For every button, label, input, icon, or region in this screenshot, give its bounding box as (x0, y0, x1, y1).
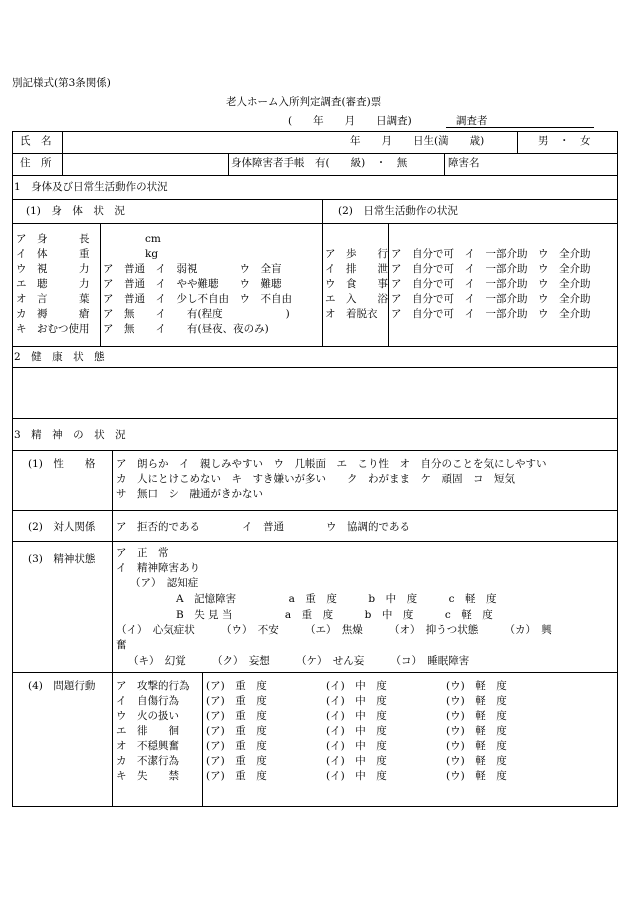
section3-title: 3 精 神 の 状 況 (14, 429, 126, 441)
adl-row-label: イ 排 泄 (325, 263, 388, 275)
body-row-label: エ 聴 力 (16, 278, 90, 290)
disability-name-label: 障害名 (448, 157, 480, 169)
behavior-mild: (ウ) 軽 度 (446, 755, 507, 767)
survey-date: ( 年 月 日調査) (288, 115, 412, 127)
handbook-divider (228, 153, 229, 175)
behavior-item-divider (202, 672, 203, 807)
behavior-moderate: (イ) 中 度 (326, 755, 387, 767)
body-row-value: ア 普通 イ 少し不自由 ウ 不自由 (103, 293, 292, 305)
body-row-label: ア 身 長 (16, 233, 90, 245)
body-row-value: cm (103, 233, 161, 245)
row-divider (12, 223, 618, 224)
personality-options: カ 人にとけこめない キ すき嫌いが多い ク わがまま ケ 頑固 コ 短気 (116, 473, 515, 485)
adl-label-divider (388, 223, 389, 347)
behavior-mild: (ウ) 軽 度 (446, 725, 507, 737)
section1-column-divider (322, 199, 323, 347)
form-reference: 別記様式(第3条関係) (12, 77, 111, 89)
behavior-item: カ 不潔行為 (116, 755, 179, 767)
adl-row-label: オ 着脱衣 (325, 308, 378, 320)
behavior-mild: (ウ) 軽 度 (446, 680, 507, 692)
body-row-label: オ 言 葉 (16, 293, 90, 305)
personality-label: (1) 性 格 (28, 458, 96, 470)
behavior-severe: (ア) 重 度 (206, 680, 267, 692)
section3-label-divider (112, 450, 113, 807)
adl-heading: (2) 日常生活動作の状況 (338, 205, 458, 217)
personality-options: ア 朗らか イ 親しみやすい ウ 几帳面 エ こり性 オ 自分のことを気にしやすい (116, 458, 547, 470)
behavior-moderate: (イ) 中 度 (326, 695, 387, 707)
behavior-mild: (ウ) 軽 度 (446, 710, 507, 722)
mental-state-option: （ア） 認知症 (130, 577, 199, 589)
table-bottom-border (12, 806, 618, 807)
row-divider (12, 153, 618, 154)
adl-row-label: ウ 食 事 (325, 278, 388, 290)
table-top-border (12, 131, 618, 132)
name-label: 氏 名 (20, 135, 52, 147)
table-left-border (12, 131, 13, 807)
mental-state-option: B 失 見 当 a 重 度 b 中 度 c 軽 度 (176, 609, 493, 621)
table-right-border (617, 131, 618, 807)
body-row-value: kg (103, 248, 159, 260)
row-divider (12, 510, 618, 511)
section1-title: 1 身体及び日常生活動作の状況 (14, 181, 168, 193)
behavior-mild: (ウ) 軽 度 (446, 740, 507, 752)
disability-name-divider (444, 153, 445, 175)
row-divider (12, 541, 618, 542)
investigator-label: 調査者 (456, 115, 488, 127)
body-row-label: ウ 視 力 (16, 263, 90, 275)
relations-label: (2) 対人関係 (28, 521, 96, 533)
adl-row-value: ア 自分で可 イ 一部介助 ウ 全介助 (391, 293, 591, 305)
problem-behavior-label: (4) 問題行動 (28, 680, 96, 692)
behavior-moderate: (イ) 中 度 (326, 770, 387, 782)
gender-field: 男 ・ 女 (538, 135, 591, 147)
behavior-severe: (ア) 重 度 (206, 725, 267, 737)
adl-row-label: ア 歩 行 (325, 248, 388, 260)
behavior-item: ウ 火の扱い (116, 710, 179, 722)
mental-state-option: （イ） 心気症状 （ウ） 不安 （エ） 焦燥 （オ） 抑うつ状態 （カ） 興 (116, 624, 552, 636)
body-row-label: イ 体 重 (16, 248, 90, 260)
section2-title: 2 健 康 状 態 (14, 351, 105, 363)
body-row-label: カ 褥 瘡 (16, 308, 90, 320)
mental-state-label: (3) 精神状態 (28, 553, 96, 565)
behavior-item: キ 失 禁 (116, 770, 179, 782)
body-label-divider (100, 223, 101, 347)
behavior-severe: (ア) 重 度 (206, 710, 267, 722)
behavior-severe: (ア) 重 度 (206, 740, 267, 752)
behavior-item: エ 徘 徊 (116, 725, 179, 737)
address-label: 住 所 (20, 157, 52, 169)
behavior-item: イ 自傷行為 (116, 695, 179, 707)
form-title: 老人ホーム入所判定調査(審査)票 (226, 96, 382, 108)
behavior-moderate: (イ) 中 度 (326, 725, 387, 737)
behavior-severe: (ア) 重 度 (206, 770, 267, 782)
behavior-moderate: (イ) 中 度 (326, 680, 387, 692)
disability-handbook-field: 身体障害者手帳 有( 級) ・ 無 (231, 157, 408, 169)
body-row-value: ア 普通 イ やや難聴 ウ 難聴 (103, 278, 282, 290)
mental-state-option: イ 精神障害あり (116, 562, 200, 574)
row-divider (12, 367, 618, 368)
investigator-underline (446, 127, 594, 128)
row-divider (12, 175, 618, 176)
row-divider (12, 418, 618, 419)
mental-state-option: ア 正 常 (116, 547, 169, 559)
row-divider (12, 672, 618, 673)
adl-row-label: エ 入 浴 (325, 293, 388, 305)
mental-state-option: A 記憶障害 a 重 度 b 中 度 c 軽 度 (176, 593, 497, 605)
personality-options: サ 無口 シ 融通がきかない (116, 488, 263, 500)
behavior-item: ア 攻撃的行為 (116, 680, 190, 692)
relations-options: ア 拒否的である イ 普通 ウ 協調的である (116, 521, 410, 533)
birth-date-field: 年 月 日生(満 歳) (350, 135, 485, 147)
body-row-value: ア 無 イ 有(昼夜、夜のみ) (103, 323, 269, 335)
body-row-value: ア 無 イ 有(程度 ) (103, 308, 290, 320)
behavior-mild: (ウ) 軽 度 (446, 695, 507, 707)
behavior-severe: (ア) 重 度 (206, 755, 267, 767)
body-row-label: キ おむつ使用 (16, 323, 90, 335)
adl-row-value: ア 自分で可 イ 一部介助 ウ 全介助 (391, 263, 591, 275)
adl-row-value: ア 自分で可 イ 一部介助 ウ 全介助 (391, 308, 591, 320)
behavior-item: オ 不穏興奮 (116, 740, 179, 752)
behavior-severe: (ア) 重 度 (206, 695, 267, 707)
body-row-value: ア 普通 イ 弱視 ウ 全盲 (103, 263, 282, 275)
adl-row-value: ア 自分で可 イ 一部介助 ウ 全介助 (391, 278, 591, 290)
row-divider (12, 199, 618, 200)
adl-row-value: ア 自分で可 イ 一部介助 ウ 全介助 (391, 248, 591, 260)
behavior-mild: (ウ) 軽 度 (446, 770, 507, 782)
row-divider (12, 450, 618, 451)
behavior-moderate: (イ) 中 度 (326, 740, 387, 752)
behavior-moderate: (イ) 中 度 (326, 710, 387, 722)
mental-state-option: 奮 (116, 639, 127, 651)
body-status-heading: (1) 身 体 状 況 (26, 205, 125, 217)
mental-state-option: （キ） 幻覚 （ク） 妄想 （ケ） せん妄 （コ） 睡眠障害 (128, 655, 470, 667)
gender-divider (517, 131, 518, 153)
row-divider (12, 346, 618, 347)
